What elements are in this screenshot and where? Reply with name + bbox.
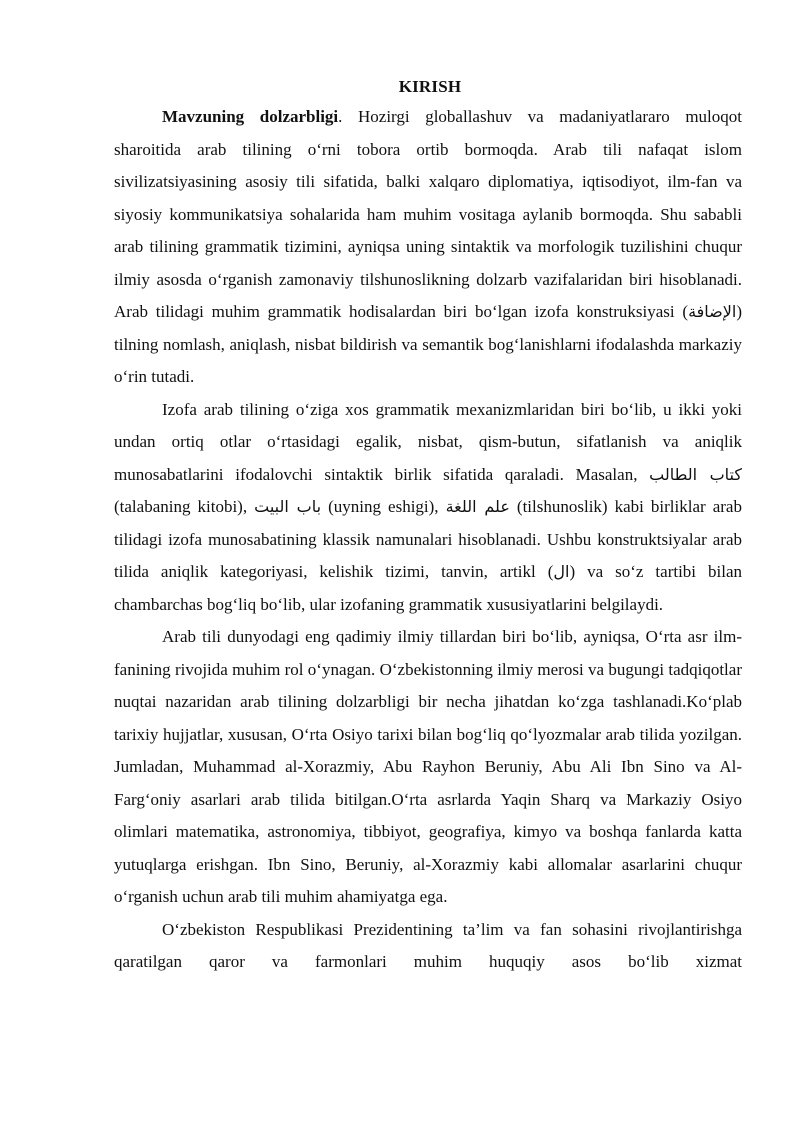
paragraph-text: . Hozirgi globallashuv va madaniyatlararo muloqot sharoitida arab tilining o‘rni tobora ortib bormoqda. Arab tili nafaqat islom sivilizatsiyasining asosiy tili sifatida, balki xalqaro diplomatiya, iqtisodiyot, ilm-fan va siyosiy kommunikatsiya sohalarida ham muhim vositaga aylanib bormoqda. Shu sababli arab tilining grammatik tizimini, ayniqsa uning sintaktik va morfologik tuzilishini chuqur ilmiy asosda o‘rganish zamonaviy tilshunoslikning dolzarb vazifalaridan biri hisoblanadi. Arab tilidagi muhim grammatik hodisalardan biri bo‘lgan izofa konstruksiyasi (: [114, 107, 742, 321]
arabic-example: باب البيت: [254, 497, 322, 516]
arabic-term: الإضافة: [688, 302, 737, 321]
paragraph-text: (talabaning kitobi),: [114, 497, 255, 516]
page-title: KIRISH: [398, 77, 462, 96]
paragraph-text: (uyning eshigi),: [321, 497, 446, 516]
paragraph-legal: O‘zbekiston Respublikasi Prezidentining ta’lim va fan sohasini rivojlantirishga qaratilgan qaror va farmonlari muhim huquqiy asos bo‘lib xizmat: [114, 919, 742, 971]
arabic-article: ال: [553, 562, 570, 581]
paragraph-relevance: [114, 101, 742, 394]
paragraph-text: ) tilning nomlash, aniqlash, nisbat bildirish va semantik bog‘lanishlarni ifodalashda markaziy o‘rin tutadi.: [114, 302, 742, 386]
paragraph-izofa: [114, 394, 742, 622]
paragraph-text: Izofa arab tilining o‘ziga xos grammatik mexanizmlaridan biri bo‘lib, u ikki yoki undan ortiq otlar o‘rtasidagi egalik, nisbat, qism-butun, sifatlanish va aniqlik munosabatlarini ifodalovchi sintaktik birlik sifatida qaraladi. Masalan,: [114, 399, 742, 484]
paragraph-text: ) va so‘z tartibi bilan chambarchas bog‘liq bo‘lib, ular izofaning grammatik xususiyatlarini belgilaydi.: [114, 562, 742, 614]
paragraph-lead: Mavzuning dolzarbligi: [162, 107, 339, 126]
document-body: [114, 101, 742, 979]
paragraph-text: (tilshunoslik) kabi birliklar arab tilidagi izofa munosabatining klassik namunalari hisoblanadi. Ushbu konstruktsiyalar arab tilida aniqlik kategoriyasi, kelishik tizimi, tanvin, artikl (: [114, 497, 742, 581]
paragraph-history: Arab tili dunyodagi eng qadimiy ilmiy tillardan biri bo‘lib, ayniqsa, O‘rta asr ilm-fanining rivojida muhim rol o‘ynagan. O‘zbekistonning ilmiy merosi va bugungi tadqiqotlar nuqtai nazaridan arab tilining dolzarbligi bir necha jihatdan ko‘zga tashlanadi.Ko‘plab tarixiy hujjatlar, xususan, O‘rta Osiyo tarixi bilan bog‘liq qo‘lyozmalar arab tilida yozilgan. Jumladan, Muhammad al-Xorazmiy, Abu Rayhon Beruniy, Abu Ali Ibn Sino va Al-Farg‘oniy asarlari arab tilida bitilgan.O‘rta asrlarda Yaqin Sharq va Markaziy Osiyo olimlari matematika, astronomiya, tibbiyot, geografiya, kimyo va boshqa fanlarda katta yutuqlarga erishgan. Ibn Sino, Beruniy, al-Xorazmiy kabi allomalar asarlarini chuqur o‘rganish uchun arab tili muhim ahamiyatga ega.: [114, 627, 742, 906]
arabic-example: كتاب الطالب: [649, 464, 742, 484]
arabic-example: علم اللغة: [445, 497, 510, 516]
